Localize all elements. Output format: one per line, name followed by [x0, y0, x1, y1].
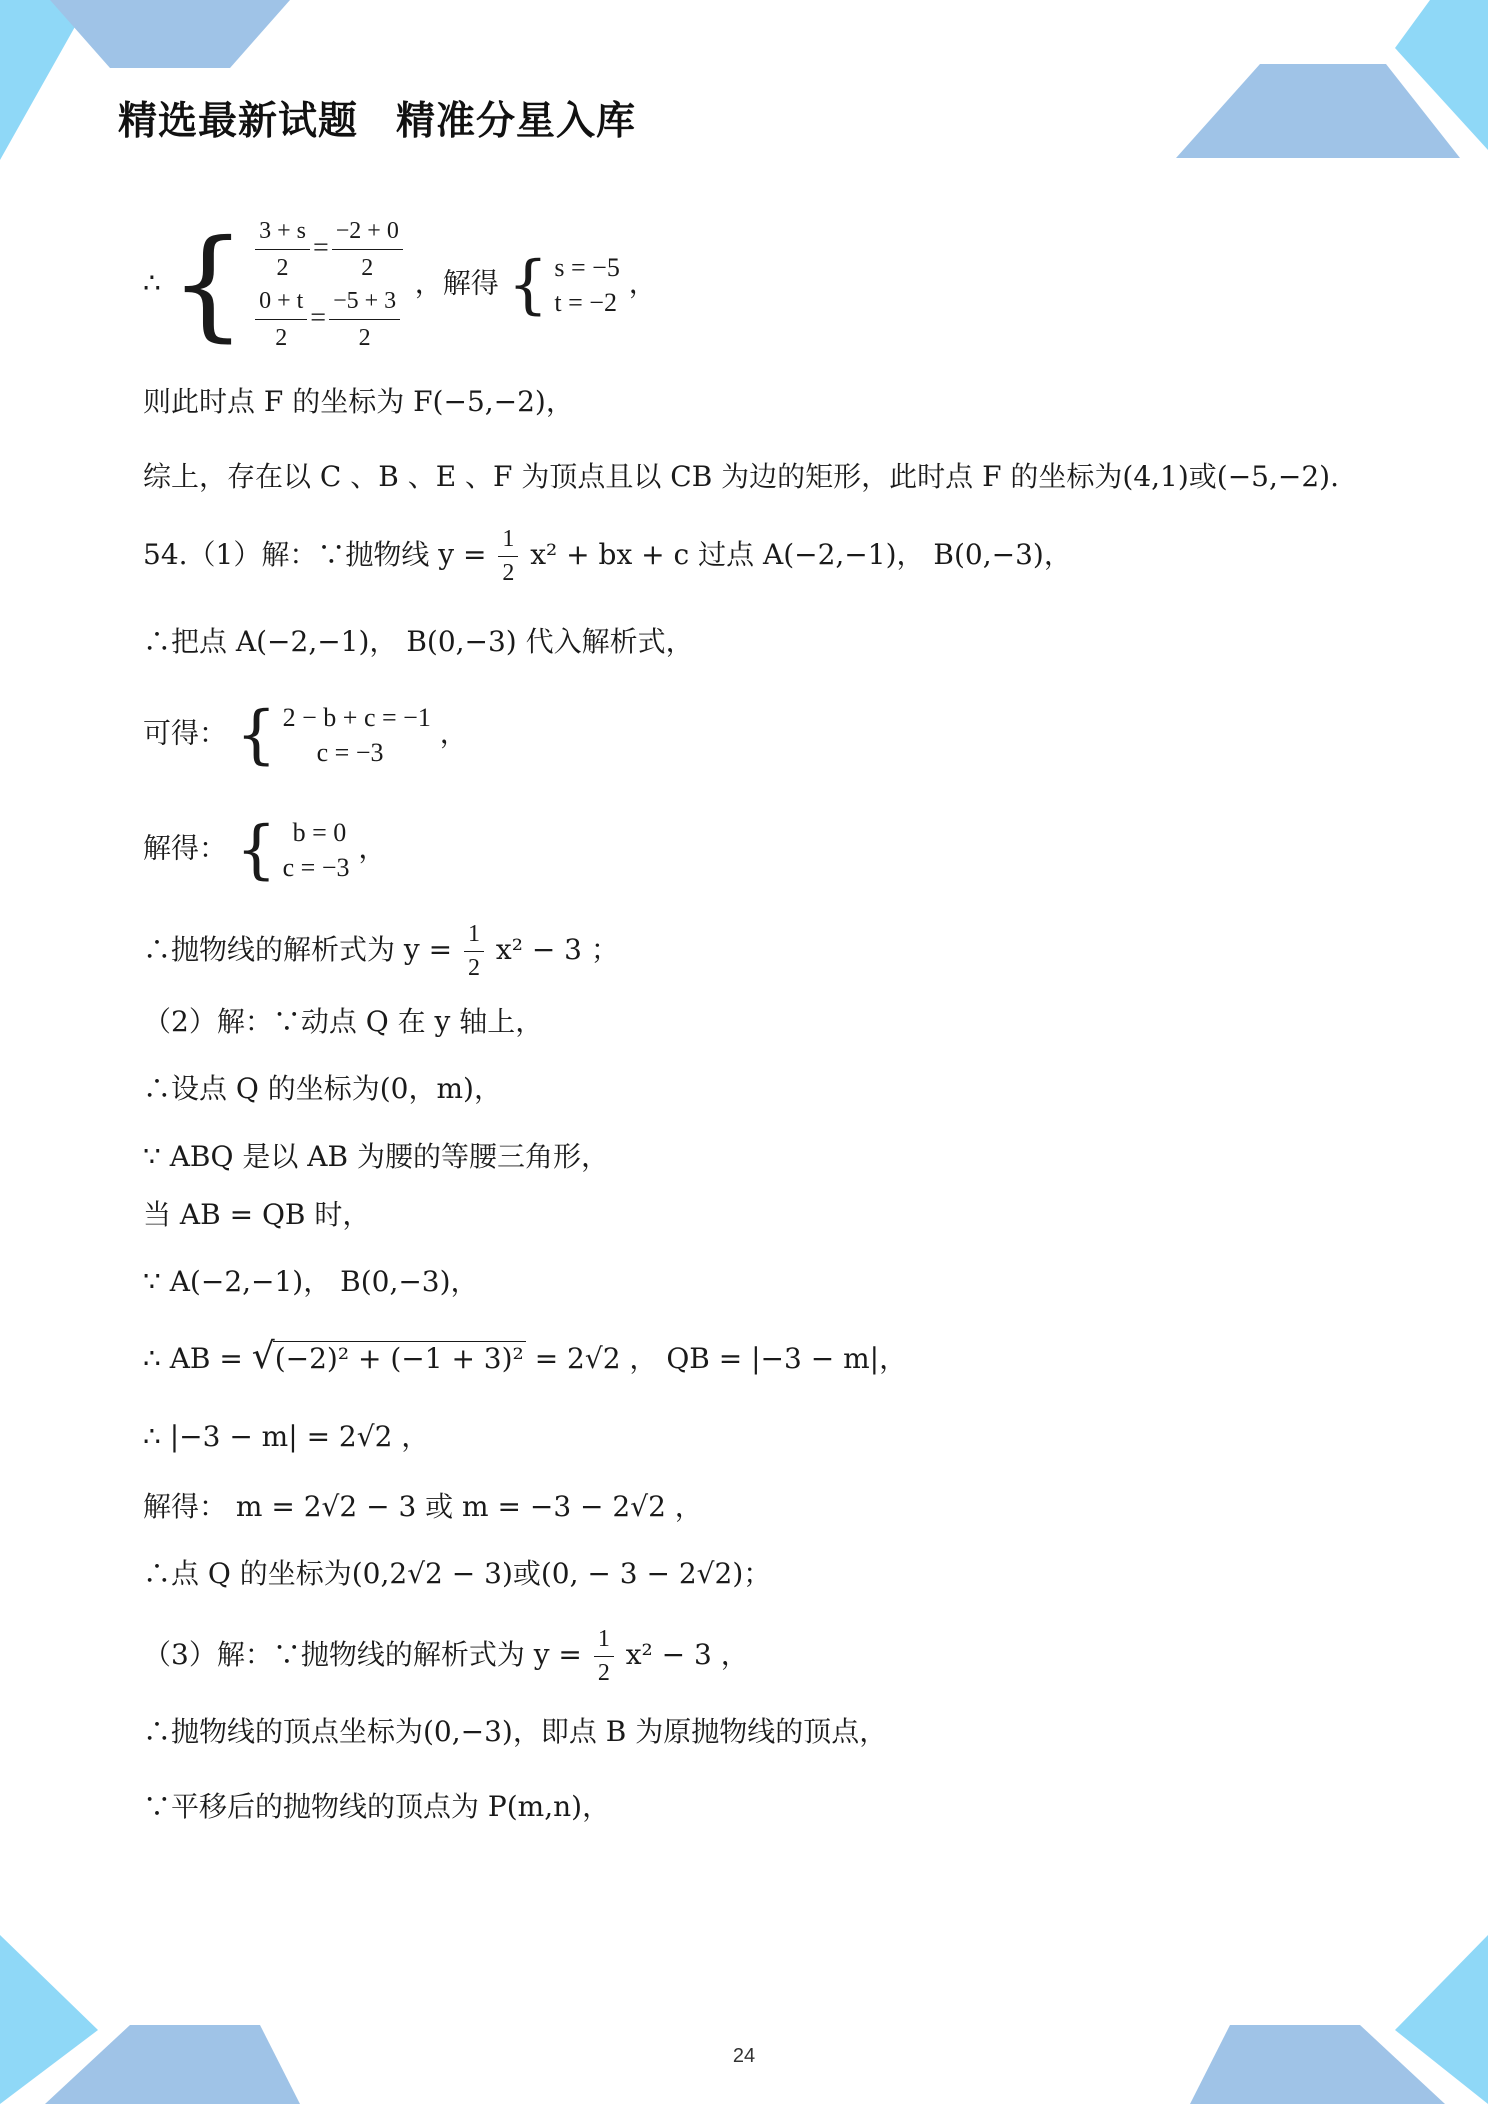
system-rows — [283, 815, 350, 885]
system-rows — [283, 700, 431, 770]
left-brace: { — [235, 698, 277, 773]
text-line: ∴点 Q 的坐标为(0,2√2 − 3)或(0, − 3 − 2√2)； — [143, 1557, 772, 1590]
punctuation: ， — [358, 831, 387, 865]
numerator: 1 — [594, 1625, 614, 1657]
denominator: 2 — [468, 954, 480, 981]
denominator: 2 — [358, 325, 371, 352]
equation-system-line — [143, 813, 387, 888]
punctuation: ， — [628, 266, 657, 300]
denominator: 2 — [276, 255, 289, 282]
denominator: 2 — [275, 325, 288, 352]
text-segment: ∴ AB = — [143, 1342, 243, 1375]
fraction — [332, 215, 403, 285]
fraction — [255, 215, 310, 285]
denominator: 2 — [597, 1659, 610, 1686]
fraction — [255, 285, 307, 355]
text-segment: x² − 3 ； — [495, 932, 619, 966]
ab-length-line — [143, 1335, 907, 1378]
question-54-line — [143, 525, 1072, 588]
numerator: 1 — [464, 920, 484, 952]
bottom-right-corner-shape — [1395, 1935, 1488, 2104]
system-row: c = −3 — [282, 853, 350, 883]
system-row: b = 0 — [292, 818, 347, 847]
equation-system — [235, 813, 350, 888]
text-segment: 54.（1）解：∵抛物线 y = — [143, 537, 487, 571]
text-segment: = 2√2 ， QB = |−3 − m|， — [534, 1342, 908, 1375]
text-line: ∴抛物线的顶点坐标为(0,−3)，即点 B 为原抛物线的顶点， — [143, 1715, 888, 1748]
text-line: ∴设点 Q 的坐标为(0，m)， — [143, 1072, 502, 1105]
text-segment: 可得： — [143, 716, 228, 750]
text-segment: （3）解：∵抛物线的解析式为 y = — [143, 1637, 582, 1671]
header-title-part2: 精准分星入库 — [396, 99, 637, 144]
numerator: 3 + s — [255, 215, 310, 250]
left-brace: { — [235, 813, 277, 888]
text-line: 当 AB = QB 时， — [143, 1198, 371, 1231]
equation-system-line — [143, 215, 657, 355]
system-row: $\frac{3 + s}{2}$ = $\frac{-2 + 0}{2}$ — [252, 215, 406, 285]
top-right-corner-shape — [1395, 0, 1488, 150]
top-left-corner-shape — [0, 0, 90, 160]
bottom-left-corner-shape — [0, 1935, 98, 2104]
text-line: 综上，存在以 C 、B 、E 、F 为顶点且以 CB 为边的矩形，此时点 F 的坐标为(4,1)或(−5,−2). — [143, 460, 1339, 493]
numerator: −2 + 0 — [332, 215, 403, 250]
text-line: ∵ ABQ 是以 AB 为腰的等腰三角形， — [143, 1140, 609, 1173]
system-rows — [252, 215, 406, 355]
radicand: (−2)² + (−1 + 3)² — [274, 1342, 524, 1375]
part3-line — [143, 1625, 749, 1688]
left-brace: { — [507, 247, 549, 322]
fraction — [464, 920, 484, 983]
fraction — [594, 1625, 614, 1688]
parabola-equation-line — [143, 920, 619, 983]
system-row: $\frac{0 + t}{2}$ = $\frac{-5 + 3}{2}$ — [252, 285, 406, 355]
text-line: 解得： m = 2√2 − 3 或 m = −3 − 2√2 ， — [143, 1490, 703, 1523]
solve-label: ，解得 — [414, 266, 499, 300]
equation-system — [507, 247, 620, 322]
page-number: 24 — [732, 2045, 756, 2067]
equation-system — [235, 698, 431, 773]
fraction — [498, 525, 518, 588]
header-title-part1: 精选最新试题 — [118, 99, 359, 144]
system-row: s = −5 — [554, 252, 620, 282]
equation-system-line — [143, 698, 468, 773]
equation-system — [170, 215, 406, 355]
text-segment: x² + bx + c 过点 A(−2,−1)， B(0,−3)， — [530, 537, 1072, 571]
text-line: ∴ |−3 − m| = 2√2 ， — [143, 1420, 430, 1453]
system-row: c = −3 — [316, 738, 384, 768]
text-line: 则此时点 F 的坐标为 F(−5,−2)， — [143, 385, 574, 418]
denominator: 2 — [502, 559, 515, 586]
punctuation: ， — [439, 716, 468, 750]
numerator: 0 + t — [255, 285, 307, 320]
header-title — [118, 90, 636, 146]
therefore-symbol: ∴ — [143, 266, 161, 300]
text-line: ∵ A(−2,−1)， B(0,−3)， — [143, 1265, 479, 1298]
text-line: ∴把点 A(−2,−1)， B(0,−3) 代入解析式， — [143, 625, 694, 658]
top-right-corner-shape — [1176, 64, 1460, 158]
text-segment: 解得： — [143, 831, 228, 865]
system-row: t = −2 — [554, 287, 617, 317]
fraction — [329, 285, 400, 355]
top-left-corner-shape — [50, 0, 290, 68]
numerator: −5 + 3 — [329, 285, 400, 320]
numerator: 1 — [498, 525, 518, 557]
sqrt-sign: √ — [251, 1336, 275, 1377]
system-row: 2 − b + c = −1 — [282, 703, 431, 732]
system-rows — [554, 250, 619, 320]
text-line: ∵平移后的抛物线的顶点为 P(m,n)， — [143, 1790, 611, 1823]
denominator: 2 — [361, 255, 374, 282]
text-line: （2）解：∵动点 Q 在 y 轴上， — [143, 1005, 544, 1038]
left-brace: { — [169, 214, 247, 354]
text-segment: ∴抛物线的解析式为 y = — [143, 932, 453, 966]
text-segment: x² − 3 ， — [625, 1637, 749, 1671]
